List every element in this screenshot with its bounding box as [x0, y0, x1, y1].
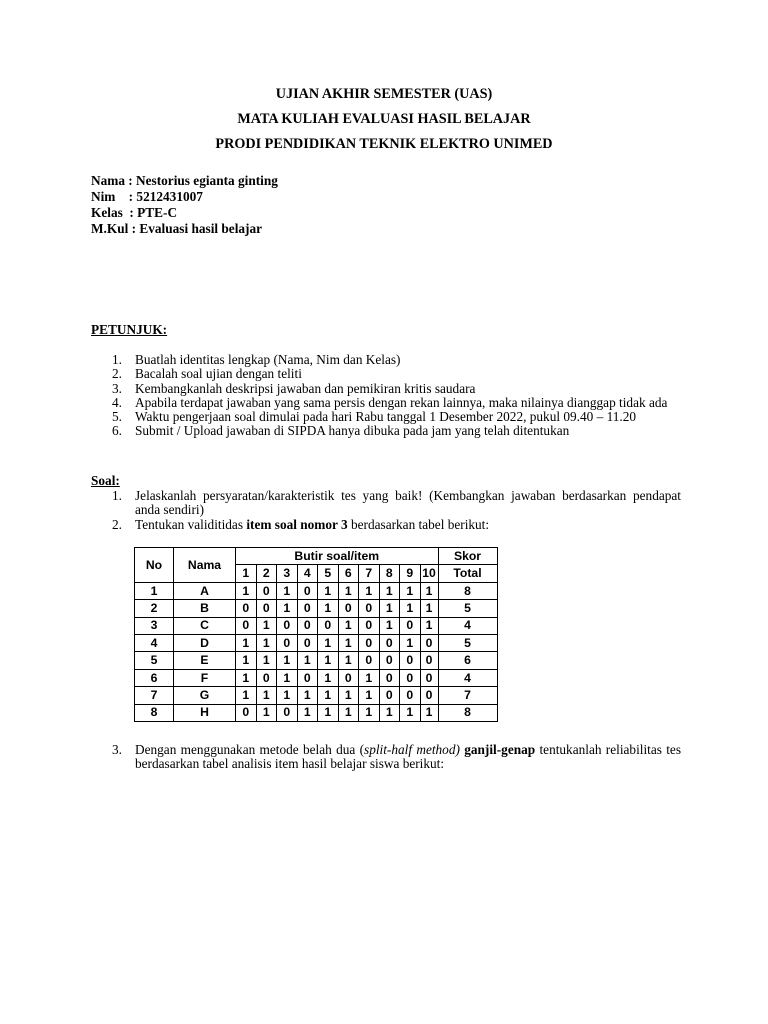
row-item-value: 1: [277, 687, 298, 704]
row-item-value: 1: [297, 687, 318, 704]
row-item-value: 1: [420, 617, 438, 634]
row-item-value: 0: [400, 652, 421, 669]
row-no: 4: [135, 634, 174, 651]
item-number: 9: [400, 565, 421, 582]
questions-list-2: [91, 743, 681, 772]
student-identity: [91, 173, 278, 237]
item-number: 2: [256, 565, 277, 582]
row-item-value: 1: [338, 652, 359, 669]
item-number: 3: [277, 565, 298, 582]
item-number: 7: [359, 565, 380, 582]
row-item-value: 1: [277, 652, 298, 669]
row-item-value: 0: [359, 634, 380, 651]
instruction-item: 3. Kembangkanlah deskripsi jawaban dan pemikiran kritis saudara: [112, 380, 476, 396]
item-number: 1: [236, 565, 257, 582]
question-3: 3. Dengan menggunakan metode belah dua (split-half method) ganjil-genap tentukanlah reliabilitas tes berdasarkan tabel analisis item hasil belajar siswa berikut:: [112, 742, 682, 772]
instruction-item: 6. Submit / Upload jawaban di SIPDA hanya dibuka pada jam yang telah ditentukan: [112, 423, 570, 439]
header-items: Butir soal/item: [236, 548, 439, 565]
item-number: 5: [318, 565, 339, 582]
row-total: 4: [438, 669, 497, 686]
row-item-value: 1: [359, 687, 380, 704]
row-item-value: 1: [297, 704, 318, 721]
row-item-value: 0: [277, 704, 298, 721]
row-no: 5: [135, 652, 174, 669]
row-total: 5: [438, 600, 497, 617]
row-no: 1: [135, 582, 174, 599]
question-1: 1. Jelaskanlah persyaratan/karakteristik tes yang baik! (Kembangkan jawaban berdasarkan pendapat anda sendiri): [112, 488, 681, 518]
row-item-value: 0: [379, 687, 400, 704]
instruction-item: 4. Apabila terdapat jawaban yang sama persis dengan rekan lainnya, maka nilainya dianggap tidak ada: [112, 394, 668, 410]
program-title: PRODI PENDIDIKAN TEKNIK ELEKTRO UNIMED: [215, 136, 553, 152]
instruction-item: 1. Buatlah identitas lengkap (Nama, Nim dan Kelas): [112, 352, 401, 367]
row-item-value: 1: [338, 582, 359, 599]
row-item-value: 1: [379, 617, 400, 634]
identity-course: M.Kul : Evaluasi hasil belajar: [91, 221, 263, 236]
row-name: H: [174, 704, 236, 721]
item-number: 8: [379, 565, 400, 582]
row-item-value: 0: [379, 634, 400, 651]
table-row: [135, 669, 498, 686]
row-item-value: 1: [318, 652, 339, 669]
row-item-value: 1: [338, 687, 359, 704]
row-item-value: 1: [338, 634, 359, 651]
row-item-value: 1: [318, 634, 339, 651]
row-item-value: 0: [420, 652, 438, 669]
question-2: 2. Tentukan validitidas item soal nomor 3 berdasarkan tabel berikut:: [112, 516, 490, 532]
row-name: D: [174, 634, 236, 651]
row-item-value: 0: [297, 634, 318, 651]
row-item-value: 0: [420, 634, 438, 651]
row-item-value: 0: [297, 582, 318, 599]
table-row: [135, 582, 498, 599]
row-item-value: 1: [236, 582, 257, 599]
row-item-value: 1: [318, 687, 339, 704]
row-item-value: 0: [318, 617, 339, 634]
row-item-value: 1: [277, 600, 298, 617]
instructions-list: [91, 353, 681, 439]
row-item-value: 1: [236, 634, 257, 651]
questions-list-1: [91, 489, 681, 532]
row-total: 4: [438, 617, 497, 634]
row-item-value: 1: [256, 634, 277, 651]
row-name: C: [174, 617, 236, 634]
row-item-value: 0: [256, 669, 277, 686]
row-item-value: 1: [318, 669, 339, 686]
row-item-value: 0: [359, 617, 380, 634]
row-item-value: 1: [400, 704, 421, 721]
row-no: 7: [135, 687, 174, 704]
identity-nim: Nim : 5212431007: [91, 189, 203, 204]
row-item-value: 1: [338, 704, 359, 721]
row-item-value: 0: [297, 617, 318, 634]
instructions-heading: PETUNJUK:: [91, 322, 168, 337]
row-item-value: 1: [379, 600, 400, 617]
row-item-value: 1: [256, 652, 277, 669]
table-row: [135, 600, 498, 617]
table-row: [135, 652, 498, 669]
row-no: 2: [135, 600, 174, 617]
row-item-value: 0: [400, 617, 421, 634]
row-item-value: 0: [277, 634, 298, 651]
row-item-value: 0: [338, 669, 359, 686]
row-total: 8: [438, 582, 497, 599]
row-item-value: 1: [318, 704, 339, 721]
row-no: 8: [135, 704, 174, 721]
header-name: Nama: [174, 548, 236, 583]
row-item-value: 1: [338, 617, 359, 634]
instruction-item: 2. Bacalah soal ujian dengan teliti: [112, 366, 302, 382]
row-item-value: 1: [420, 704, 438, 721]
row-item-value: 1: [379, 582, 400, 599]
header-score: Skor: [438, 548, 497, 565]
row-item-value: 0: [256, 600, 277, 617]
instruction-item: 5. Waktu pengerjaan soal dimulai pada hari Rabu tanggal 1 Desember 2022, pukul 09.40 – 11.20: [112, 409, 637, 425]
row-item-value: 0: [359, 652, 380, 669]
row-item-value: 0: [297, 669, 318, 686]
row-item-value: 1: [400, 582, 421, 599]
row-total: 5: [438, 634, 497, 651]
header-no: No: [135, 548, 174, 583]
row-item-value: 1: [359, 704, 380, 721]
row-total: 6: [438, 652, 497, 669]
item-number: 10: [420, 565, 438, 582]
table-row: [135, 617, 498, 634]
row-total: 7: [438, 687, 497, 704]
item-number: 4: [297, 565, 318, 582]
row-item-value: 1: [318, 582, 339, 599]
row-item-value: 1: [400, 600, 421, 617]
row-item-value: 0: [236, 704, 257, 721]
row-item-value: 1: [256, 704, 277, 721]
row-no: 3: [135, 617, 174, 634]
row-item-value: 0: [338, 600, 359, 617]
row-item-value: 1: [420, 582, 438, 599]
row-item-value: 1: [236, 687, 257, 704]
row-item-value: 0: [400, 687, 421, 704]
row-item-value: 1: [420, 600, 438, 617]
row-name: A: [174, 582, 236, 599]
row-item-value: 1: [256, 617, 277, 634]
row-item-value: 1: [359, 582, 380, 599]
course-title: MATA KULIAH EVALUASI HASIL BELAJAR: [237, 111, 531, 127]
row-name: B: [174, 600, 236, 617]
row-item-value: 0: [256, 582, 277, 599]
header-total: Total: [438, 565, 497, 582]
row-total: 8: [438, 704, 497, 721]
row-item-value: 1: [256, 687, 277, 704]
questions-heading: Soal:: [91, 473, 120, 488]
row-no: 6: [135, 669, 174, 686]
row-item-value: 0: [379, 669, 400, 686]
exam-title: UJIAN AKHIR SEMESTER (UAS): [275, 86, 493, 102]
row-item-value: 0: [236, 600, 257, 617]
row-item-value: 1: [297, 652, 318, 669]
row-item-value: 1: [277, 669, 298, 686]
row-item-value: 0: [400, 669, 421, 686]
row-item-value: 1: [379, 704, 400, 721]
row-item-value: 1: [236, 652, 257, 669]
score-table: [134, 547, 498, 722]
row-item-value: 0: [277, 617, 298, 634]
identity-name: Nama : Nestorius egianta ginting: [91, 173, 278, 188]
table-row: [135, 634, 498, 651]
row-name: E: [174, 652, 236, 669]
row-item-value: 0: [420, 669, 438, 686]
item-number: 6: [338, 565, 359, 582]
row-name: G: [174, 687, 236, 704]
row-item-value: 0: [297, 600, 318, 617]
row-item-value: 0: [236, 617, 257, 634]
row-item-value: 1: [277, 582, 298, 599]
identity-class: Kelas : PTE-C: [91, 205, 178, 220]
table-row: [135, 687, 498, 704]
row-item-value: 0: [379, 652, 400, 669]
table-row: [135, 704, 498, 721]
row-item-value: 1: [318, 600, 339, 617]
row-name: F: [174, 669, 236, 686]
row-item-value: 0: [420, 687, 438, 704]
row-item-value: 1: [400, 634, 421, 651]
row-item-value: 1: [236, 669, 257, 686]
row-item-value: 0: [359, 600, 380, 617]
row-item-value: 1: [359, 669, 380, 686]
